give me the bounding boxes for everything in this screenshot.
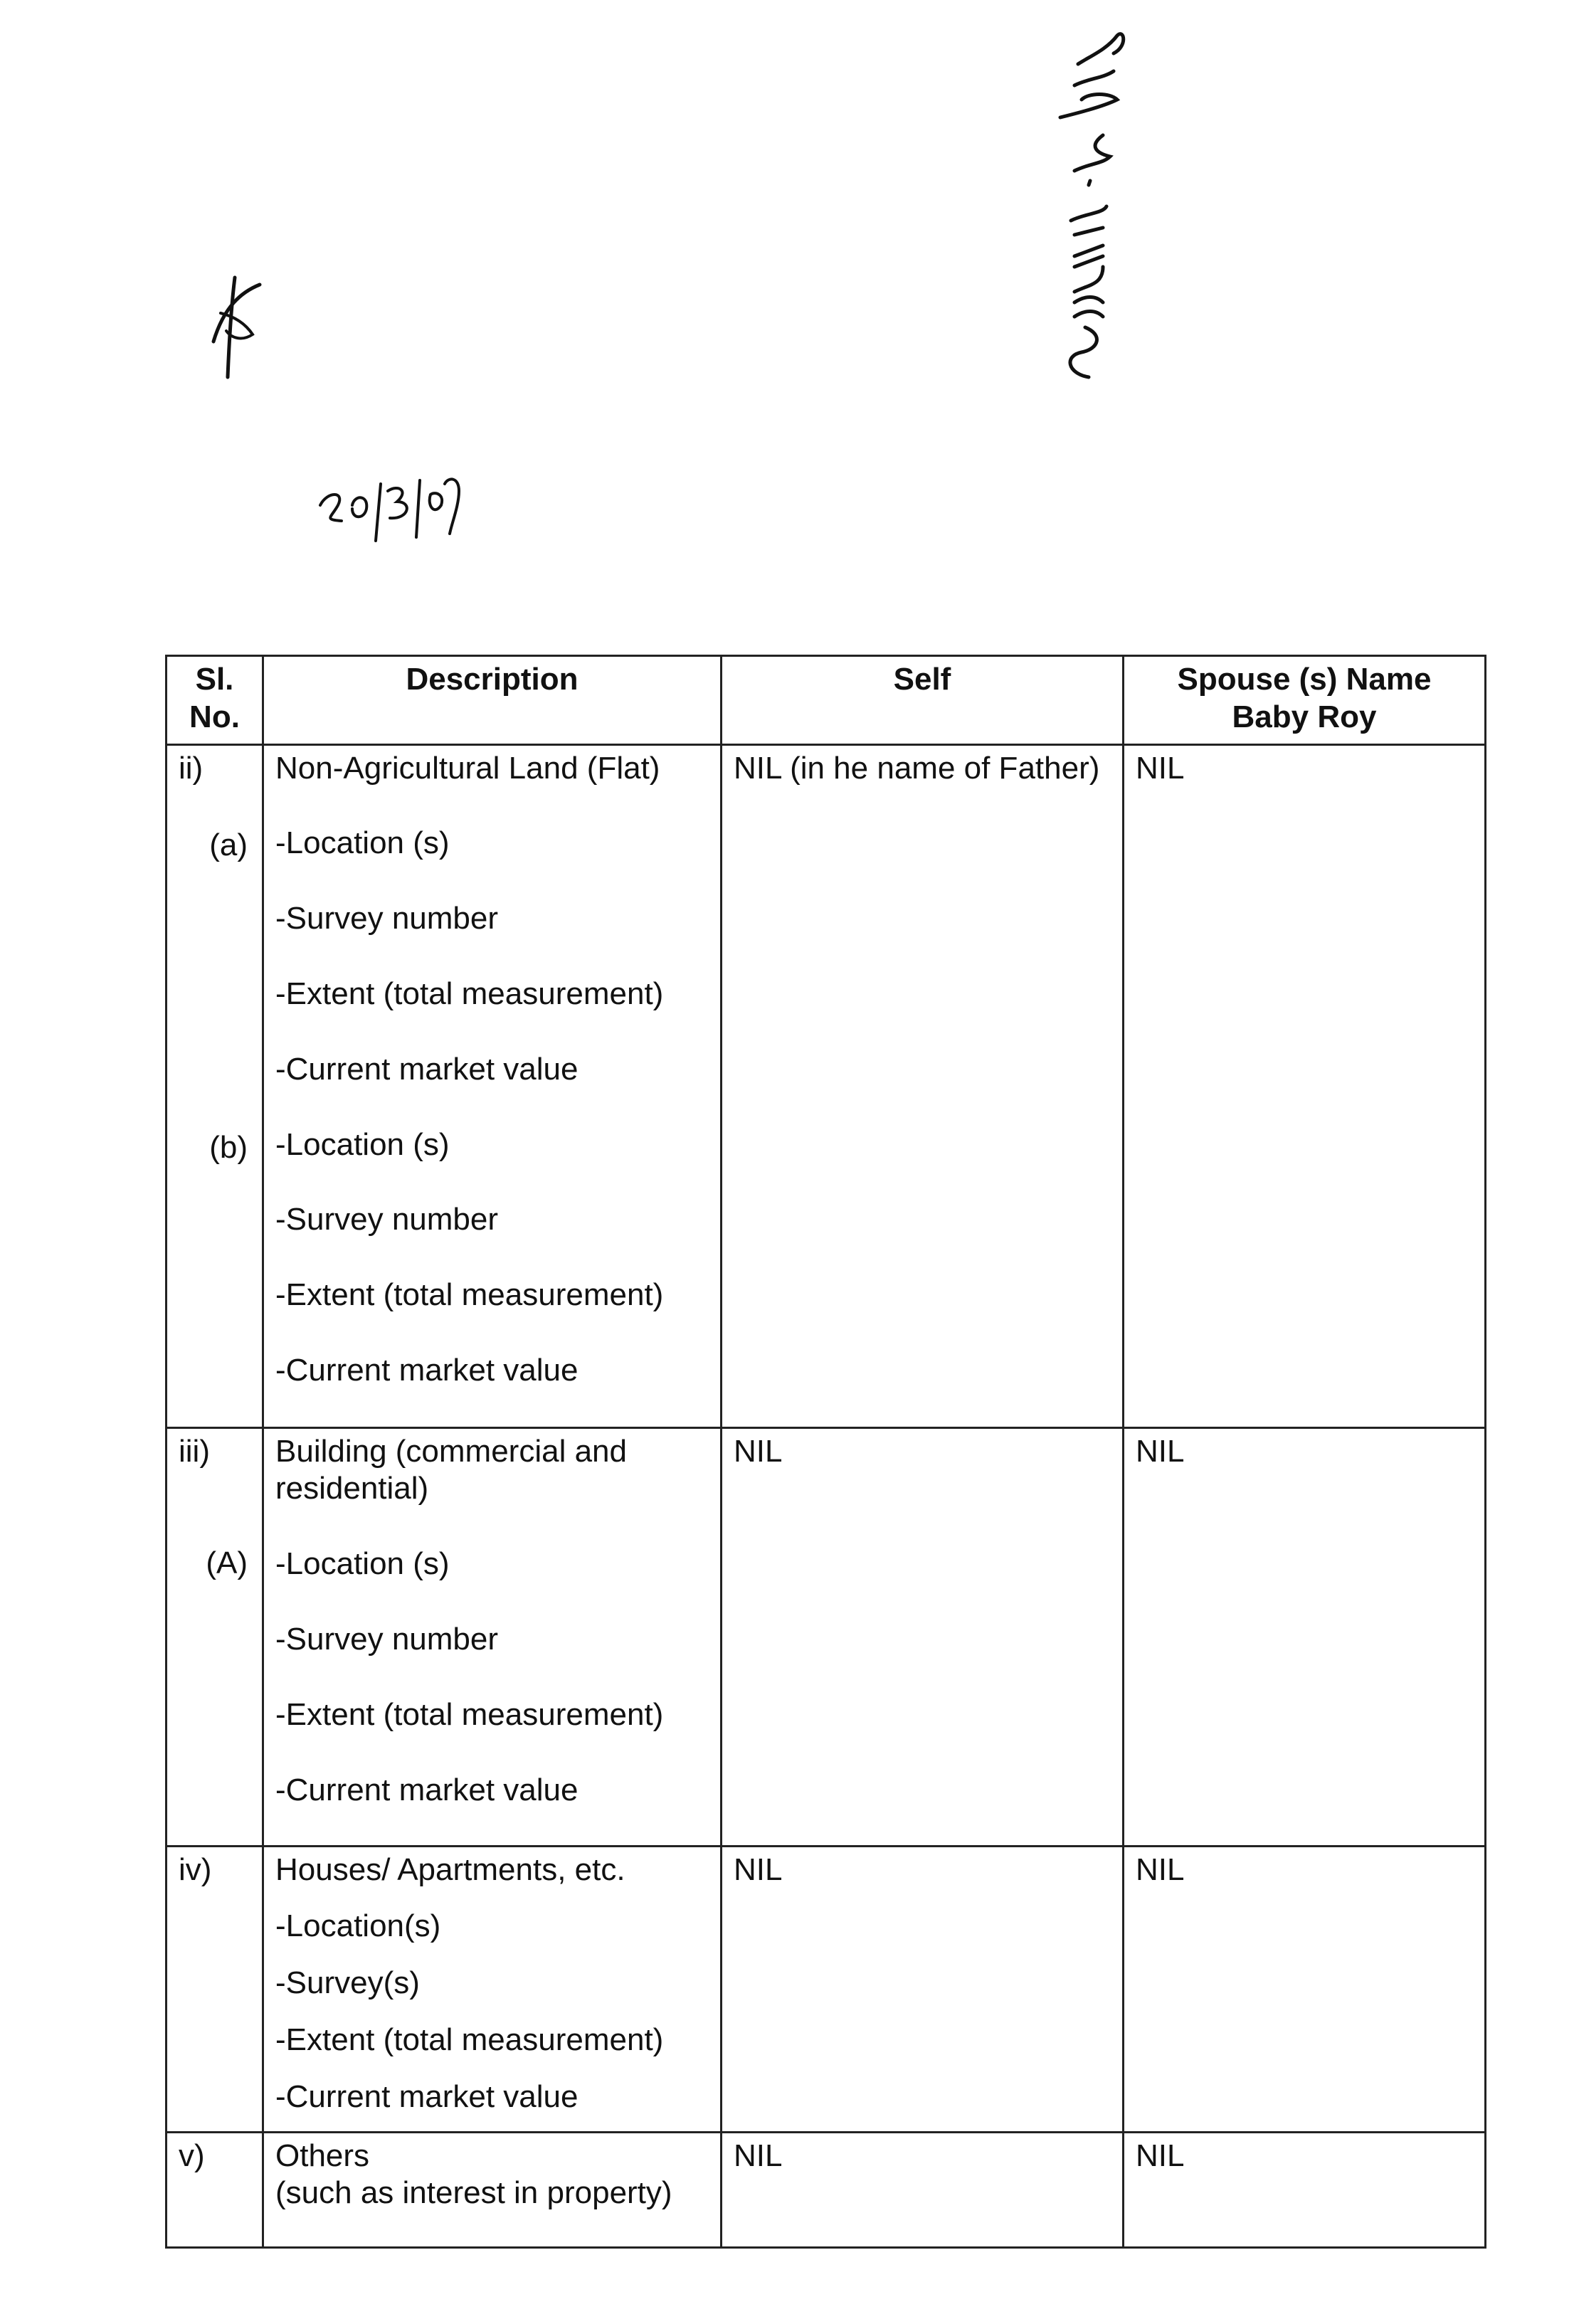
row-sl-cell bbox=[167, 744, 263, 1427]
header-spouse: Spouse (s) Name Baby Roy bbox=[1124, 656, 1486, 745]
list-item: -Extent (total measurement) bbox=[275, 1277, 664, 1313]
row-spouse-cell bbox=[1124, 1846, 1486, 2132]
self-value: NIL bbox=[734, 1433, 783, 1469]
header-description: Description bbox=[263, 656, 722, 745]
row-title: Houses/ Apartments, etc. bbox=[275, 1852, 625, 1887]
row-self-cell bbox=[722, 1427, 1124, 1846]
list-item: -Current market value bbox=[275, 2079, 579, 2114]
row-spouse-cell bbox=[1124, 2132, 1486, 2247]
row-description-cell bbox=[263, 1846, 722, 2132]
spouse-value: NIL bbox=[1136, 750, 1185, 786]
list-item: -Extent (total measurement) bbox=[275, 2022, 664, 2057]
row-sl-number: iii) bbox=[179, 1433, 210, 1469]
list-item: -Survey number bbox=[275, 1202, 499, 1237]
assets-table bbox=[165, 655, 1486, 2249]
row-self-cell bbox=[722, 1846, 1124, 2132]
group-label: (b) bbox=[209, 1130, 248, 1166]
row-sl-cell bbox=[167, 1846, 263, 2132]
list-item: -Location(s) bbox=[275, 1908, 441, 1944]
header-sl-no: Sl. No. bbox=[167, 656, 263, 745]
row-sl-cell bbox=[167, 1427, 263, 1846]
self-value: NIL bbox=[734, 1852, 783, 1887]
group-label: (A) bbox=[206, 1546, 248, 1581]
row-description-cell bbox=[263, 2132, 722, 2247]
group-label: (a) bbox=[209, 828, 248, 863]
list-item: -Survey number bbox=[275, 901, 499, 936]
table-row bbox=[167, 1427, 1486, 1846]
row-description-cell bbox=[263, 1427, 722, 1846]
list-item: -Location (s) bbox=[275, 1126, 450, 1162]
list-item: -Current market value bbox=[275, 1772, 579, 1807]
row-sl-number: v) bbox=[179, 2138, 205, 2173]
spouse-value: NIL bbox=[1136, 2138, 1185, 2173]
row-sl-number: ii) bbox=[179, 750, 204, 786]
row-self-cell bbox=[722, 744, 1124, 1427]
list-item: -Current market value bbox=[275, 1051, 579, 1087]
header-self: Self bbox=[722, 656, 1124, 745]
self-value: NIL (in he name of Father) bbox=[734, 750, 1100, 786]
row-title: Building (commercial and residential) bbox=[275, 1433, 627, 1506]
list-item: -Extent (total measurement) bbox=[275, 1696, 664, 1732]
table-row bbox=[167, 2132, 1486, 2247]
row-subtitle: (such as interest in property) bbox=[275, 2175, 672, 2211]
table-row bbox=[167, 744, 1486, 1427]
row-description-cell bbox=[263, 744, 722, 1427]
list-item: -Location (s) bbox=[275, 1546, 450, 1582]
spouse-value: NIL bbox=[1136, 1433, 1185, 1469]
table-header-row bbox=[167, 656, 1486, 745]
row-title: Others bbox=[275, 2138, 370, 2173]
list-item: -Current market value bbox=[275, 1352, 579, 1388]
list-item: -Survey number bbox=[275, 1621, 499, 1657]
handwritten-date bbox=[313, 463, 470, 548]
spouse-value: NIL bbox=[1136, 1852, 1185, 1887]
row-spouse-cell bbox=[1124, 1427, 1486, 1846]
row-self-cell bbox=[722, 2132, 1124, 2247]
row-sl-cell bbox=[167, 2132, 263, 2247]
row-spouse-cell bbox=[1124, 744, 1486, 1427]
table-row bbox=[167, 1846, 1486, 2132]
row-sl-number: iv) bbox=[179, 1852, 212, 1887]
row-title: Non-Agricultural Land (Flat) bbox=[275, 750, 660, 786]
list-item: -Location (s) bbox=[275, 825, 450, 861]
handwritten-initial bbox=[192, 263, 278, 384]
self-value: NIL bbox=[734, 2138, 783, 2173]
handwritten-signature bbox=[1046, 21, 1139, 384]
list-item: -Extent (total measurement) bbox=[275, 976, 664, 1011]
list-item: -Survey(s) bbox=[275, 1965, 420, 2001]
